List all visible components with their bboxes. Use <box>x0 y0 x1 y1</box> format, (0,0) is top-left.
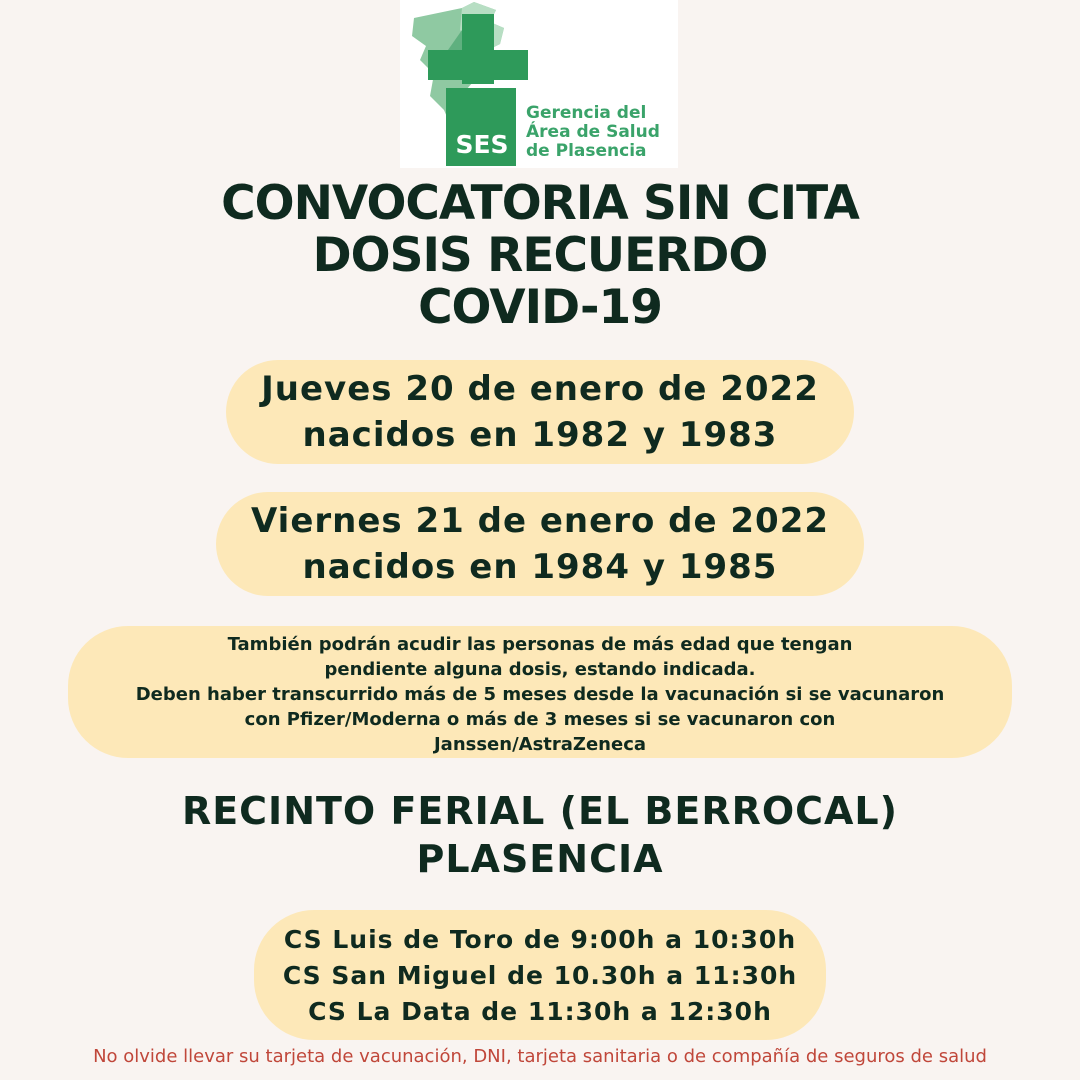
note-line: pendiente alguna dosis, estando indicada. <box>324 659 756 680</box>
schedule-day-2 <box>216 492 864 596</box>
day-date: Viernes 21 de enero de 2022 <box>250 501 830 541</box>
center-time-slot: CS San Miguel de 10.30h a 11:30h <box>282 961 798 990</box>
title-line: COVID-19 <box>418 280 662 335</box>
day-cohort: nacidos en 1984 y 1985 <box>302 547 778 587</box>
venue-line: RECINTO FERIAL (EL BERROCAL) <box>181 789 899 833</box>
center-time-slot: CS Luis de Toro de 9:00h a 10:30h <box>283 925 797 954</box>
venue <box>0 787 1080 883</box>
ses-logo <box>400 0 678 168</box>
logo-line: Gerencia del <box>526 103 647 123</box>
title-line: DOSIS RECUERDO <box>312 228 768 283</box>
schedule-day-1 <box>226 360 854 464</box>
note-line: Deben haber transcurrido más de 5 meses desde la vacunación si se vacunaron <box>135 684 945 705</box>
center-time-slot: CS La Data de 11:30h a 12:30h <box>308 997 772 1026</box>
venue-line: PLASENCIA <box>416 837 664 881</box>
title-line: CONVOCATORIA SIN CITA <box>221 176 859 231</box>
health-centers-schedule <box>254 910 826 1040</box>
logo-line: de Plasencia <box>526 141 647 161</box>
note-line: con Pfizer/Moderna o más de 3 meses si se vacunaron con <box>244 709 836 730</box>
logo-line: Área de Salud <box>526 122 660 142</box>
logo-organization-name <box>526 104 660 161</box>
day-cohort: nacidos en 1982 y 1983 <box>302 415 778 455</box>
note-line: También podrán acudir las personas de más edad que tengan <box>227 634 853 655</box>
note-line: Janssen/AstraZeneca <box>433 734 647 755</box>
eligibility-note <box>68 626 1012 758</box>
page-title <box>0 178 1080 334</box>
ses-abbreviation: SES <box>455 130 509 159</box>
day-date: Jueves 20 de enero de 2022 <box>261 369 819 409</box>
footer-reminder: No olvide llevar su tarjeta de vacunación, DNI, tarjeta sanitaria o de compañía de seguros de salud <box>93 1046 987 1067</box>
